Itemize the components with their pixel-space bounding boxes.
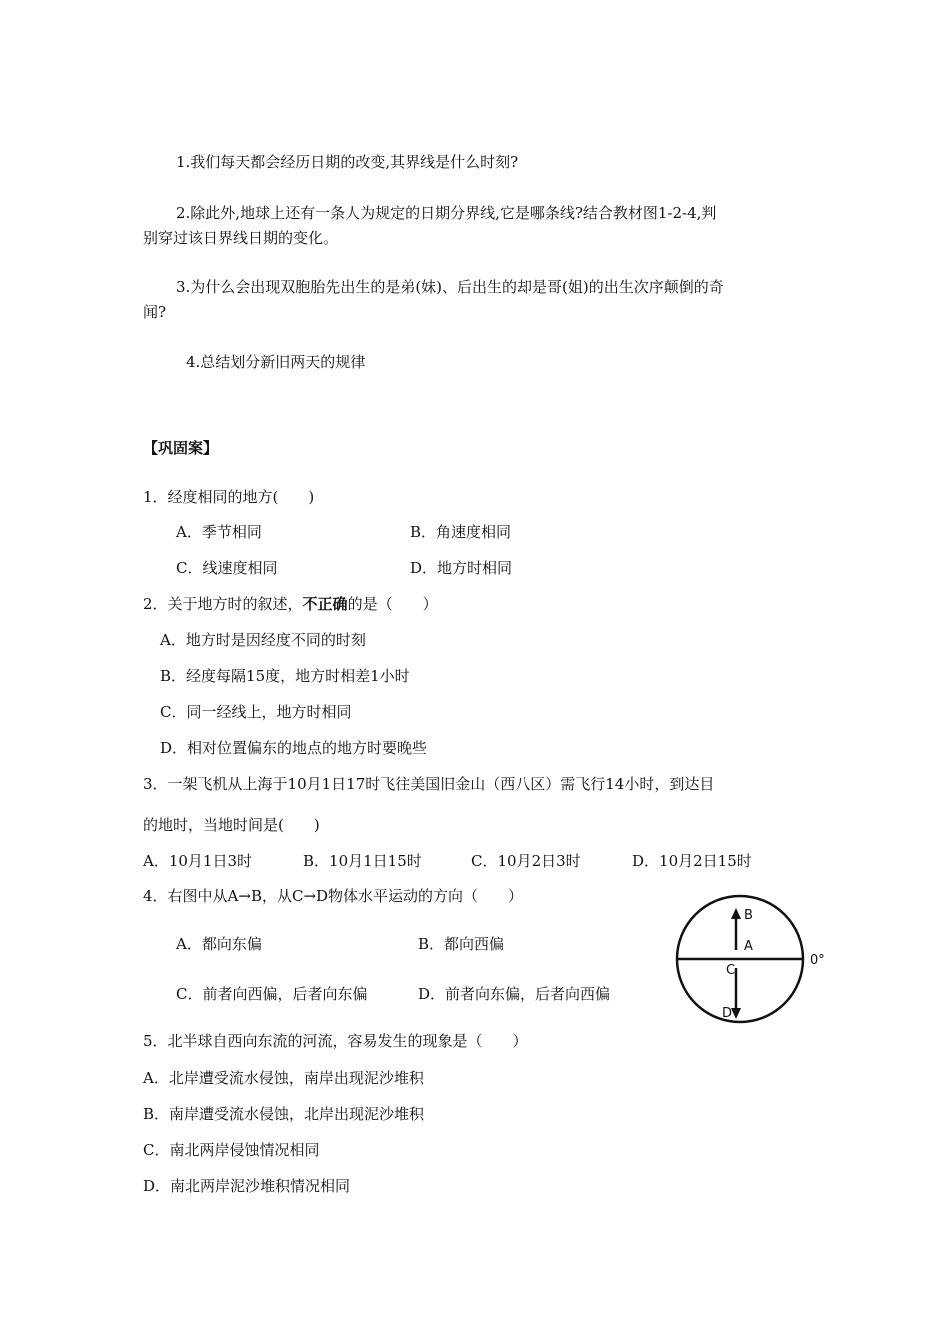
- preview-q2-line2: 别穿过该日界线日期的变化。: [143, 229, 339, 247]
- q2-option-d: D．相对位置偏东的地点的地方时要晚些: [160, 739, 428, 757]
- label-b: B: [744, 908, 753, 923]
- q3-option-b: B．10月1日15时: [303, 852, 422, 870]
- q4-option-a: A．都向东偏: [176, 935, 262, 953]
- q5-stem: 5．北半球自西向东流的河流，容易发生的现象是（ ）: [143, 1032, 528, 1050]
- q1-option-c: C．线速度相同: [176, 559, 278, 577]
- preview-q1: 1.我们每天都会经历日期的改变,其界线是什么时刻?: [176, 153, 519, 171]
- q4-stem: 4．右图中从A→B，从C→D物体水平运动的方向（ ）: [143, 887, 524, 905]
- q3-stem-line2: 的地时，当地时间是( ): [143, 816, 320, 834]
- label-equator: 0°: [810, 953, 825, 968]
- q4-option-c: C．前者向西偏，后者向东偏: [176, 985, 368, 1003]
- q2-option-a: A．地方时是因经度不同的时刻: [160, 631, 366, 649]
- preview-q2-line1: 2.除此外,地球上还有一条人为规定的日期分界线,它是哪条线?结合教材图1-2-4,判: [176, 204, 717, 222]
- globe-diagram: [670, 893, 840, 1033]
- q5-option-b: B．南岸遭受流水侵蚀，北岸出现泥沙堆积: [143, 1105, 425, 1123]
- q1-stem: 1．经度相同的地方( ): [143, 488, 315, 506]
- q3-stem-line1: 3．一架飞机从上海于10月1日17时飞往美国旧金山（西八区）需飞行14小时，到达目: [143, 775, 715, 793]
- q4-option-d: D．前者向东偏，后者向西偏: [418, 985, 611, 1003]
- preview-q3-line1: 3.为什么会出现双胞胎先出生的是弟(妹)、后出生的却是哥(姐)的出生次序颠倒的奇: [176, 278, 724, 296]
- q2-option-c: C．同一经线上，地方时相同: [160, 703, 352, 721]
- label-d: D: [722, 1006, 733, 1021]
- q2-stem-pre: 2．关于地方时的叙述，: [143, 595, 303, 613]
- arrow-a-to-b-head: [731, 908, 741, 919]
- q3-option-d: D．10月2日15时: [632, 852, 752, 870]
- label-c: C: [726, 963, 736, 978]
- q1-option-b: B．角速度相同: [410, 523, 512, 541]
- q2-stem-emphasis: 不正确: [302, 595, 348, 613]
- q1-option-a: A．季节相同: [176, 523, 262, 541]
- label-a: A: [744, 939, 753, 954]
- q1-option-d: D．地方时相同: [410, 559, 513, 577]
- q2-stem: [143, 594, 438, 614]
- preview-q4: 4.总结划分新旧两天的规律: [186, 353, 366, 371]
- q5-option-d: D．南北两岸泥沙堆积情况相同: [143, 1177, 351, 1195]
- q3-option-c: C．10月2日3时: [471, 852, 581, 870]
- preview-q3-line2: 闻?: [143, 303, 167, 321]
- q3-option-a: A．10月1日3时: [143, 852, 253, 870]
- q2-option-b: B．经度每隔15度，地方时相差1小时: [160, 667, 410, 685]
- section-title: 【巩固案】: [143, 439, 219, 457]
- q5-option-c: C．南北两岸侵蚀情况相同: [143, 1141, 320, 1159]
- arrow-c-to-d-head: [731, 1008, 741, 1019]
- q4-option-b: B．都向西偏: [418, 935, 505, 953]
- q5-option-a: A．北岸遭受流水侵蚀，南岸出现泥沙堆积: [143, 1069, 424, 1087]
- q2-stem-post: 的是（ ）: [347, 595, 438, 613]
